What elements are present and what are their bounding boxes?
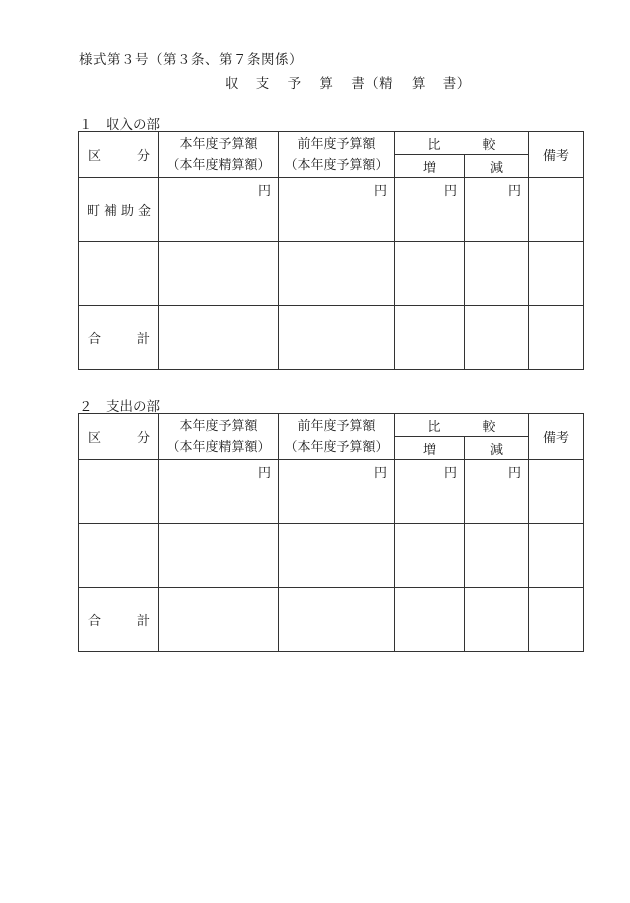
- yen-unit: 円: [395, 460, 465, 524]
- yen-unit: 円: [279, 460, 395, 524]
- amount-cell: [465, 524, 529, 588]
- amount-cell: [159, 306, 279, 370]
- amount-cell: [395, 588, 465, 652]
- comparison-header-char: 較: [482, 419, 496, 435]
- decrease-header: 減: [465, 437, 529, 460]
- total-label-char: 合: [88, 332, 102, 347]
- income-section-heading: １ 収入の部: [79, 117, 160, 133]
- yen-unit: 円: [395, 178, 465, 242]
- row-label: [79, 524, 159, 588]
- table-row: [79, 524, 584, 588]
- amount-cell: [159, 524, 279, 588]
- amount-cell: [465, 242, 529, 306]
- increase-header: 増: [395, 155, 465, 178]
- remarks-cell: [529, 460, 584, 524]
- current-budget-header: [159, 414, 279, 460]
- amount-cell: [159, 242, 279, 306]
- category-header-char: 区: [88, 431, 102, 446]
- row-label: [79, 242, 159, 306]
- remarks-cell: [529, 242, 584, 306]
- table-row: [79, 178, 584, 242]
- yen-unit: 円: [279, 178, 395, 242]
- yen-unit: 円: [465, 178, 529, 242]
- current-budget-header: [159, 132, 279, 178]
- total-label: [79, 588, 159, 652]
- comparison-header-char: 比: [427, 137, 441, 153]
- title-char: 支: [255, 76, 270, 92]
- yen-unit: 円: [159, 460, 279, 524]
- remarks-cell: [529, 588, 584, 652]
- category-header: [79, 132, 159, 178]
- category-header: [79, 414, 159, 460]
- previous-budget-header: [279, 414, 395, 460]
- expense-section-heading: ２ 支出の部: [79, 399, 160, 415]
- previous-budget-header-line2: （本年度予算額）: [284, 157, 389, 173]
- title-char: 予: [287, 76, 302, 92]
- total-label-char: 計: [136, 614, 150, 629]
- yen-unit: 円: [159, 178, 279, 242]
- previous-budget-header-line1: 前年度予算額: [297, 418, 376, 434]
- amount-cell: [465, 306, 529, 370]
- table-row: [79, 460, 584, 524]
- title-char: 書）: [442, 76, 471, 92]
- total-label-char: 計: [136, 332, 150, 347]
- current-budget-header-line1: 本年度予算額: [179, 418, 258, 434]
- previous-budget-header: [279, 132, 395, 178]
- amount-cell: [279, 588, 395, 652]
- amount-cell: [279, 306, 395, 370]
- title-char: 算: [411, 76, 426, 92]
- previous-budget-header-line1: 前年度予算額: [297, 136, 376, 152]
- amount-cell: [395, 306, 465, 370]
- total-row: [79, 306, 584, 370]
- amount-cell: [279, 524, 395, 588]
- comparison-header-char: 較: [482, 137, 496, 153]
- amount-cell: [395, 242, 465, 306]
- row-label: [79, 460, 159, 524]
- title-char: 書（精: [351, 76, 394, 92]
- remarks-header: 備考: [529, 414, 584, 460]
- title-char: 収: [225, 76, 239, 92]
- comparison-header: [395, 132, 529, 155]
- yen-unit: 円: [465, 460, 529, 524]
- total-label: [79, 306, 159, 370]
- title-char: 算: [319, 76, 334, 92]
- category-header-char: 分: [136, 149, 150, 164]
- category-header-char: 区: [88, 149, 102, 164]
- current-budget-header-line2: （本年度精算額）: [166, 157, 271, 173]
- remarks-header: 備考: [529, 132, 584, 178]
- amount-cell: [279, 242, 395, 306]
- remarks-cell: [529, 178, 584, 242]
- amount-cell: [159, 588, 279, 652]
- row-label: 町補助金: [79, 178, 159, 242]
- form-number-note: 様式第３号（第３条、第７条関係）: [79, 52, 303, 68]
- category-header-char: 分: [136, 431, 150, 446]
- total-label-char: 合: [88, 614, 102, 629]
- table-row: [79, 242, 584, 306]
- income-table: [78, 131, 584, 370]
- expense-table: [78, 413, 584, 652]
- remarks-cell: [529, 524, 584, 588]
- decrease-header: 減: [465, 155, 529, 178]
- amount-cell: [395, 524, 465, 588]
- amount-cell: [465, 588, 529, 652]
- remarks-cell: [529, 306, 584, 370]
- total-row: [79, 588, 584, 652]
- previous-budget-header-line2: （本年度予算額）: [284, 439, 389, 455]
- comparison-header-char: 比: [427, 419, 441, 435]
- increase-header: 増: [395, 437, 465, 460]
- comparison-header: [395, 414, 529, 437]
- document-title: [225, 72, 471, 92]
- current-budget-header-line1: 本年度予算額: [179, 136, 258, 152]
- current-budget-header-line2: （本年度精算額）: [166, 439, 271, 455]
